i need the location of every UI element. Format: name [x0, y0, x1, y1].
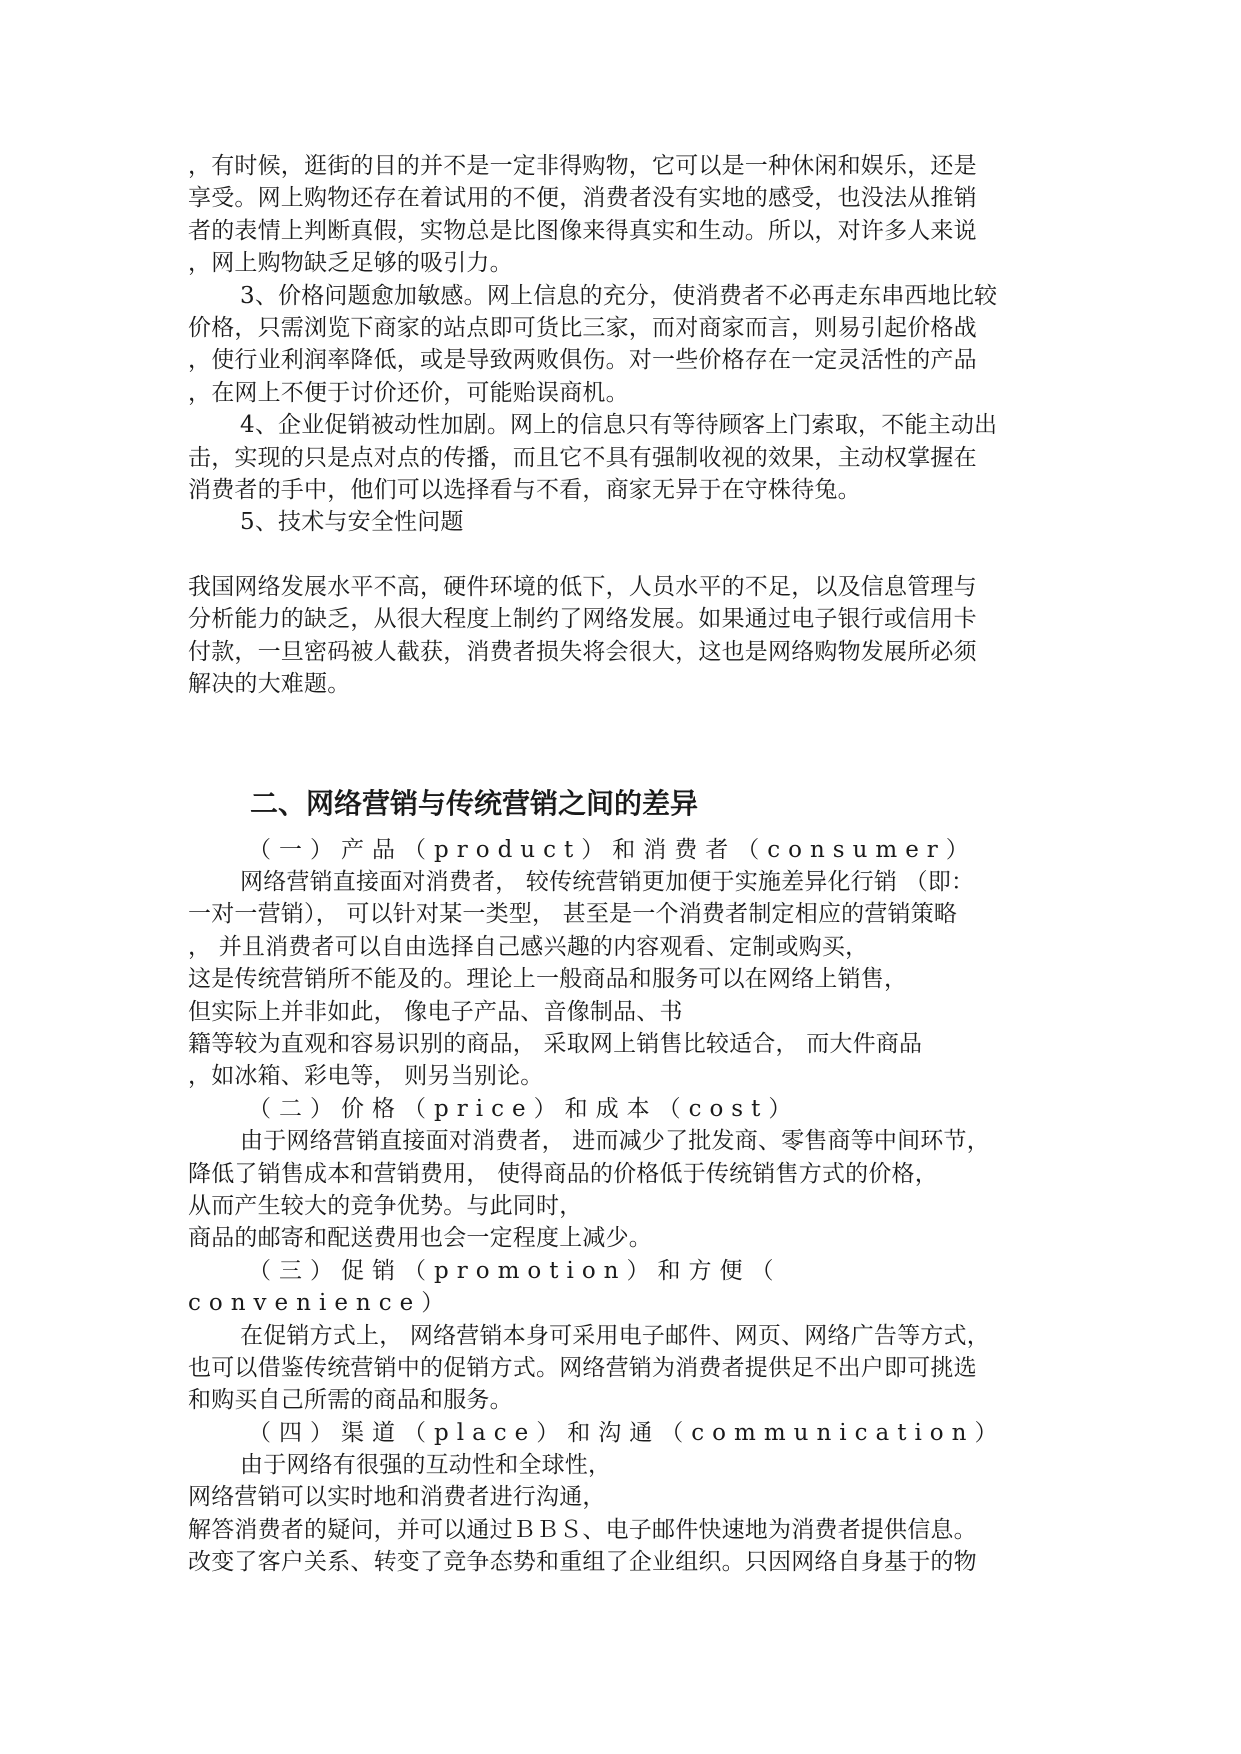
subsection-heading-continued: convenience）: [188, 1290, 453, 1317]
text-line: 解决的大难题。: [188, 671, 351, 698]
text-line: ，网上购物缺乏足够的吸引力。: [188, 250, 513, 277]
text-line: ，在网上不便于讨价还价，可能贻误商机。: [188, 379, 629, 406]
text-line: ，有时候，逛街的目的并不是一定非得购物，它可以是一种休闲和娱乐，还是: [188, 153, 977, 179]
text-line: 籍等较为直观和容易识别的商品， 采取网上销售比较适合， 而大件商品: [188, 1030, 923, 1057]
text-line: 在促销方式上， 网络营销本身可采用电子邮件、网页、网络广告等方式，: [240, 1322, 990, 1349]
text-line: 我国网络发展水平不高，硬件环境的低下，人员水平的不足，以及信息管理与: [188, 574, 977, 601]
text-line: 解答消费者的疑问，并可以通过ＢＢＳ、电子邮件快速地为消费者提供信息。: [188, 1516, 977, 1543]
text-line: 这是传统营销所不能及的。理论上一般商品和服务可以在网络上销售，: [188, 966, 908, 993]
subsection-heading: （二）价格（price）和成本（cost）: [248, 1095, 800, 1122]
text-line: 击，实现的只是点对点的传播，而且它不具有强制收视的效果，主动权掌握在: [188, 444, 977, 471]
text-line: 价格，只需浏览下商家的站点即可货比三家，而对商家而言，则易引起价格战: [188, 314, 977, 341]
text-line: 者的表情上判断真假，实物总是比图像来得真实和生动。所以，对许多人来说: [188, 217, 977, 244]
text-line: 消费者的手中，他们可以选择看与不看，商家无异于在守株待兔。: [188, 476, 861, 503]
spacer: [188, 539, 1068, 571]
text-line: 一对一营销）， 可以针对某一类型， 甚至是一个消费者制定相应的营销策略: [188, 901, 958, 928]
text-line: 分析能力的缺乏，从很大程度上制约了网络发展。如果通过电子银行或信用卡: [188, 606, 977, 633]
section-heading: 二、网络营销与传统营销之间的差异: [250, 786, 699, 820]
text-line: 网络营销可以实时地和消费者进行沟通，: [188, 1484, 606, 1511]
spacer: [188, 701, 1068, 782]
subsection-heading: （四）渠道（place）和沟通（communication）: [248, 1419, 1006, 1446]
text-line: 和购买自己所需的商品和服务。: [188, 1387, 513, 1414]
subsection-heading: （一）产品（product）和消费者（consumer）: [248, 836, 977, 863]
text-line: 由于网络营销直接面对消费者， 进而减少了批发商、零售商等中间环节，: [240, 1128, 990, 1155]
text-line: 享受。网上购物还存在着试用的不便，消费者没有实地的感受，也没法从推销: [188, 185, 977, 212]
document-page: [188, 150, 1068, 1579]
text-line: 改变了客户关系、转变了竞争态势和重组了企业组织。只因网络自身基于的物: [188, 1549, 977, 1576]
text-line: 4、企业促销被动性加剧。网上的信息只有等待顾客上门索取，不能主动出: [240, 412, 998, 439]
text-line: 由于网络有很强的互动性和全球性，: [240, 1452, 612, 1479]
text-line: 也可以借鉴传统营销中的促销方式。网络营销为消费者提供足不出户即可挑选: [188, 1354, 977, 1381]
subsection-heading: （三）促销（promotion）和方便（: [248, 1257, 782, 1284]
text-line: ，使行业利润率降低，或是导致两败俱伤。对一些价格存在一定灵活性的产品: [188, 347, 977, 374]
text-line: 5、技术与安全性问题: [240, 509, 464, 536]
text-line: 3、价格问题愈加敏感。网上信息的充分，使消费者不必再走东串西地比较: [240, 282, 998, 309]
text-line: 商品的邮寄和配送费用也会一定程度上减少。: [188, 1225, 652, 1252]
text-line: ，如冰箱、彩电等， 则另当别论。: [188, 1063, 544, 1090]
text-line: ， 并且消费者可以自由选择自己感兴趣的内容观看、定制或购买，: [188, 933, 869, 960]
text-line: 从而产生较大的竞争优势。与此同时，: [188, 1192, 583, 1219]
text-line: 但实际上并非如此， 像电子产品、音像制品、书: [188, 998, 683, 1025]
text-line: 降低了销售成本和营销费用， 使得商品的价格低于传统销售方式的价格，: [188, 1160, 938, 1187]
text-line: 网络营销直接面对消费者， 较传统营销更加便于实施差异化行销 （即：: [240, 869, 975, 896]
text-line: 付款，一旦密码被人截获，消费者损失将会很大，这也是网络购物发展所必须: [188, 638, 977, 665]
